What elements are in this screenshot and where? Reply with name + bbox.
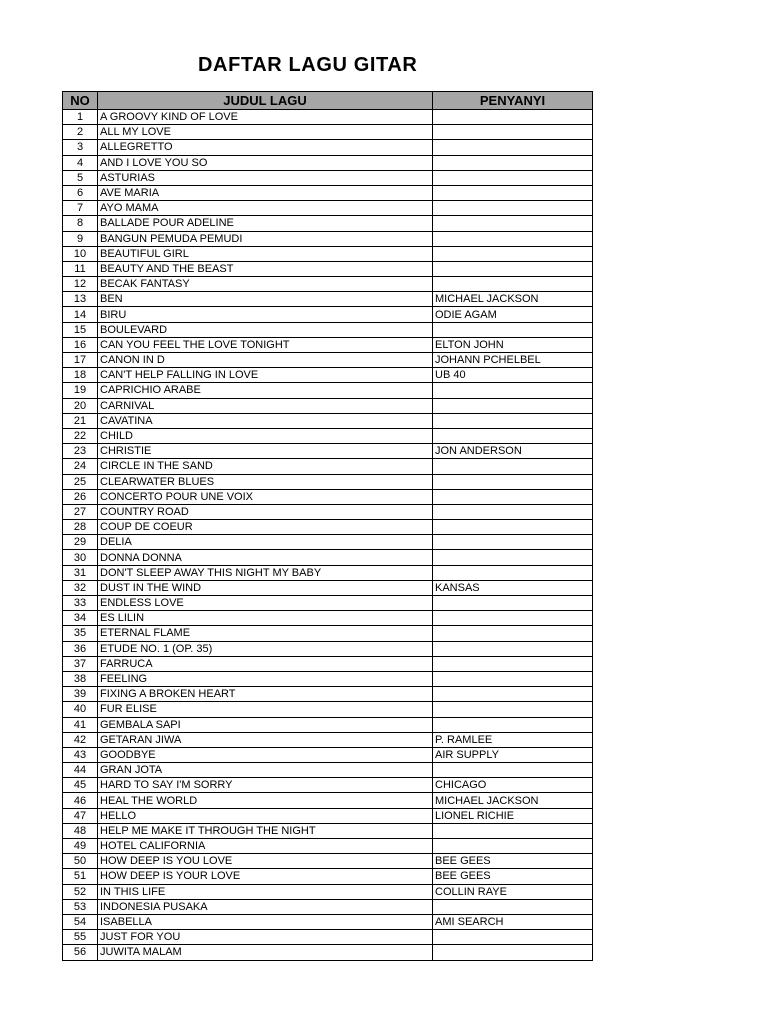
row-number: 1 <box>63 110 98 125</box>
singer-name <box>433 140 593 155</box>
table-row <box>63 322 593 337</box>
singer-name <box>433 717 593 732</box>
singer-name: LIONEL RICHIE <box>433 808 593 823</box>
song-title: CIRCLE IN THE SAND <box>98 459 433 474</box>
song-title: BEAUTY AND THE BEAST <box>98 261 433 276</box>
song-title: ENDLESS LOVE <box>98 596 433 611</box>
singer-name <box>433 383 593 398</box>
table-row <box>63 353 593 368</box>
table-row <box>63 383 593 398</box>
song-title: ES LILIN <box>98 611 433 626</box>
singer-name <box>433 945 593 960</box>
singer-name <box>433 839 593 854</box>
table-row <box>63 185 593 200</box>
row-number: 48 <box>63 823 98 838</box>
song-title: CHILD <box>98 428 433 443</box>
singer-name <box>433 611 593 626</box>
row-number: 24 <box>63 459 98 474</box>
table-row <box>63 261 593 276</box>
song-title: DUST IN THE WIND <box>98 580 433 595</box>
song-title: GEMBALA SAPI <box>98 717 433 732</box>
table-row <box>63 945 593 960</box>
song-title: AVE MARIA <box>98 185 433 200</box>
table-row <box>63 778 593 793</box>
table-row <box>63 246 593 261</box>
singer-name <box>433 231 593 246</box>
song-title: CLEARWATER BLUES <box>98 474 433 489</box>
song-title: FEELING <box>98 671 433 686</box>
song-title: HARD TO SAY I'M SORRY <box>98 778 433 793</box>
singer-name <box>433 155 593 170</box>
table-row <box>63 823 593 838</box>
row-number: 25 <box>63 474 98 489</box>
song-title: CONCERTO POUR UNE VOIX <box>98 489 433 504</box>
row-number: 38 <box>63 671 98 686</box>
row-number: 4 <box>63 155 98 170</box>
row-number: 10 <box>63 246 98 261</box>
table-row <box>63 687 593 702</box>
singer-name <box>433 459 593 474</box>
song-title: JUWITA MALAM <box>98 945 433 960</box>
singer-name <box>433 641 593 656</box>
singer-name: CHICAGO <box>433 778 593 793</box>
song-title: CAN YOU FEEL THE LOVE TONIGHT <box>98 337 433 352</box>
header-singer: PENYANYI <box>433 92 593 110</box>
table-row <box>63 914 593 929</box>
table-row <box>63 839 593 854</box>
row-number: 54 <box>63 914 98 929</box>
song-title: CARNIVAL <box>98 398 433 413</box>
table-row <box>63 216 593 231</box>
table-row <box>63 671 593 686</box>
row-number: 49 <box>63 839 98 854</box>
row-number: 51 <box>63 869 98 884</box>
singer-name <box>433 277 593 292</box>
row-number: 33 <box>63 596 98 611</box>
row-number: 13 <box>63 292 98 307</box>
row-number: 29 <box>63 535 98 550</box>
singer-name <box>433 261 593 276</box>
song-title: ASTURIAS <box>98 170 433 185</box>
row-number: 40 <box>63 702 98 717</box>
table-row <box>63 444 593 459</box>
table-row <box>63 474 593 489</box>
row-number: 7 <box>63 201 98 216</box>
singer-name <box>433 489 593 504</box>
table-row <box>63 732 593 747</box>
table-row <box>63 413 593 428</box>
singer-name <box>433 550 593 565</box>
singer-name <box>433 763 593 778</box>
singer-name <box>433 398 593 413</box>
table-row <box>63 368 593 383</box>
song-title: CAN'T HELP FALLING IN LOVE <box>98 368 433 383</box>
row-number: 17 <box>63 353 98 368</box>
row-number: 34 <box>63 611 98 626</box>
song-title: CHRISTIE <box>98 444 433 459</box>
row-number: 6 <box>63 185 98 200</box>
song-title: HELP ME MAKE IT THROUGH THE NIGHT <box>98 823 433 838</box>
singer-name: AIR SUPPLY <box>433 747 593 762</box>
row-number: 3 <box>63 140 98 155</box>
singer-name: JOHANN PCHELBEL <box>433 353 593 368</box>
table-row <box>63 854 593 869</box>
row-number: 23 <box>63 444 98 459</box>
singer-name: MICHAEL JACKSON <box>433 793 593 808</box>
singer-name <box>433 322 593 337</box>
table-row <box>63 596 593 611</box>
singer-name <box>433 520 593 535</box>
singer-name: KANSAS <box>433 580 593 595</box>
singer-name <box>433 474 593 489</box>
singer-name: JON ANDERSON <box>433 444 593 459</box>
singer-name <box>433 930 593 945</box>
singer-name <box>433 125 593 140</box>
table-row <box>63 459 593 474</box>
table-row <box>63 899 593 914</box>
page-title: DAFTAR LAGU GITAR <box>198 54 418 76</box>
song-title: CANON IN D <box>98 353 433 368</box>
song-title: A GROOVY KIND OF LOVE <box>98 110 433 125</box>
row-number: 16 <box>63 337 98 352</box>
song-title: ALL MY LOVE <box>98 125 433 140</box>
singer-name: BEE GEES <box>433 869 593 884</box>
song-title: ETUDE NO. 1 (OP. 35) <box>98 641 433 656</box>
row-number: 12 <box>63 277 98 292</box>
row-number: 39 <box>63 687 98 702</box>
singer-name: MICHAEL JACKSON <box>433 292 593 307</box>
row-number: 28 <box>63 520 98 535</box>
row-number: 41 <box>63 717 98 732</box>
row-number: 32 <box>63 580 98 595</box>
row-number: 8 <box>63 216 98 231</box>
song-title: CAVATINA <box>98 413 433 428</box>
song-title: HOW DEEP IS YOU LOVE <box>98 854 433 869</box>
song-title: HOW DEEP IS YOUR LOVE <box>98 869 433 884</box>
song-title: ETERNAL FLAME <box>98 626 433 641</box>
row-number: 47 <box>63 808 98 823</box>
header-no: NO <box>63 92 98 110</box>
header-row <box>63 92 593 110</box>
table-row <box>63 428 593 443</box>
song-title: BECAK FANTASY <box>98 277 433 292</box>
singer-name: ELTON JOHN <box>433 337 593 352</box>
song-title: HEAL THE WORLD <box>98 793 433 808</box>
song-title: DELIA <box>98 535 433 550</box>
table-row <box>63 580 593 595</box>
table-row <box>63 170 593 185</box>
song-title: GOODBYE <box>98 747 433 762</box>
song-title: BEN <box>98 292 433 307</box>
singer-name <box>433 671 593 686</box>
row-number: 22 <box>63 428 98 443</box>
row-number: 21 <box>63 413 98 428</box>
table-row <box>63 155 593 170</box>
table-row <box>63 125 593 140</box>
table-row <box>63 201 593 216</box>
table-row <box>63 277 593 292</box>
singer-name <box>433 702 593 717</box>
row-number: 26 <box>63 489 98 504</box>
singer-name <box>433 626 593 641</box>
singer-name: AMI SEARCH <box>433 914 593 929</box>
table-row <box>63 292 593 307</box>
table-row <box>63 337 593 352</box>
row-number: 9 <box>63 231 98 246</box>
row-number: 2 <box>63 125 98 140</box>
singer-name <box>433 110 593 125</box>
singer-name <box>433 170 593 185</box>
song-title: IN THIS LIFE <box>98 884 433 899</box>
row-number: 46 <box>63 793 98 808</box>
table-row <box>63 110 593 125</box>
row-number: 50 <box>63 854 98 869</box>
table-row <box>63 504 593 519</box>
table-row <box>63 930 593 945</box>
song-title: FUR ELISE <box>98 702 433 717</box>
singer-name <box>433 428 593 443</box>
row-number: 42 <box>63 732 98 747</box>
song-title: AND I LOVE YOU SO <box>98 155 433 170</box>
table-row <box>63 626 593 641</box>
singer-name <box>433 413 593 428</box>
singer-name <box>433 201 593 216</box>
singer-name <box>433 185 593 200</box>
row-number: 27 <box>63 504 98 519</box>
singer-name <box>433 535 593 550</box>
song-title: BANGUN PEMUDA PEMUDI <box>98 231 433 246</box>
singer-name <box>433 687 593 702</box>
row-number: 44 <box>63 763 98 778</box>
song-title: HELLO <box>98 808 433 823</box>
singer-name <box>433 823 593 838</box>
row-number: 56 <box>63 945 98 960</box>
singer-name <box>433 504 593 519</box>
song-title: BEAUTIFUL GIRL <box>98 246 433 261</box>
row-number: 37 <box>63 656 98 671</box>
table-row <box>63 611 593 626</box>
song-title: COUP DE COEUR <box>98 520 433 535</box>
singer-name <box>433 565 593 580</box>
song-title: ALLEGRETTO <box>98 140 433 155</box>
table-row <box>63 747 593 762</box>
singer-name <box>433 216 593 231</box>
row-number: 31 <box>63 565 98 580</box>
song-title: GETARAN JIWA <box>98 732 433 747</box>
row-number: 15 <box>63 322 98 337</box>
song-title: ISABELLA <box>98 914 433 929</box>
table-row <box>63 520 593 535</box>
song-title: BOULEVARD <box>98 322 433 337</box>
table-row <box>63 717 593 732</box>
table-row <box>63 702 593 717</box>
song-title: BIRU <box>98 307 433 322</box>
song-title: FIXING A BROKEN HEART <box>98 687 433 702</box>
table-row <box>63 869 593 884</box>
table-row <box>63 140 593 155</box>
row-number: 20 <box>63 398 98 413</box>
row-number: 53 <box>63 899 98 914</box>
table-row <box>63 884 593 899</box>
singer-name <box>433 656 593 671</box>
row-number: 52 <box>63 884 98 899</box>
singer-name: P. RAMLEE <box>433 732 593 747</box>
singer-name: ODIE AGAM <box>433 307 593 322</box>
table-row <box>63 307 593 322</box>
header-title: JUDUL LAGU <box>98 92 433 110</box>
row-number: 43 <box>63 747 98 762</box>
song-title: HOTEL CALIFORNIA <box>98 839 433 854</box>
song-title: INDONESIA PUSAKA <box>98 899 433 914</box>
song-title: COUNTRY ROAD <box>98 504 433 519</box>
row-number: 19 <box>63 383 98 398</box>
row-number: 14 <box>63 307 98 322</box>
table-row <box>63 231 593 246</box>
row-number: 55 <box>63 930 98 945</box>
song-title: BALLADE POUR ADELINE <box>98 216 433 231</box>
table-row <box>63 763 593 778</box>
row-number: 35 <box>63 626 98 641</box>
table-row <box>63 489 593 504</box>
table-row <box>63 656 593 671</box>
song-title: DONNA DONNA <box>98 550 433 565</box>
table-row <box>63 641 593 656</box>
row-number: 11 <box>63 261 98 276</box>
singer-name <box>433 899 593 914</box>
table-row <box>63 550 593 565</box>
song-title: JUST FOR YOU <box>98 930 433 945</box>
song-title: CAPRICHIO ARABE <box>98 383 433 398</box>
table-row <box>63 535 593 550</box>
table-row <box>63 565 593 580</box>
singer-name <box>433 246 593 261</box>
row-number: 18 <box>63 368 98 383</box>
table-row <box>63 398 593 413</box>
song-table <box>62 91 593 961</box>
table-row <box>63 808 593 823</box>
singer-name: UB 40 <box>433 368 593 383</box>
row-number: 5 <box>63 170 98 185</box>
song-title: FARRUCA <box>98 656 433 671</box>
singer-name: COLLIN RAYE <box>433 884 593 899</box>
singer-name: BEE GEES <box>433 854 593 869</box>
row-number: 30 <box>63 550 98 565</box>
row-number: 45 <box>63 778 98 793</box>
song-title: GRAN JOTA <box>98 763 433 778</box>
song-title: AYO MAMA <box>98 201 433 216</box>
table-row <box>63 793 593 808</box>
song-title: DON'T SLEEP AWAY THIS NIGHT MY BABY <box>98 565 433 580</box>
singer-name <box>433 596 593 611</box>
row-number: 36 <box>63 641 98 656</box>
